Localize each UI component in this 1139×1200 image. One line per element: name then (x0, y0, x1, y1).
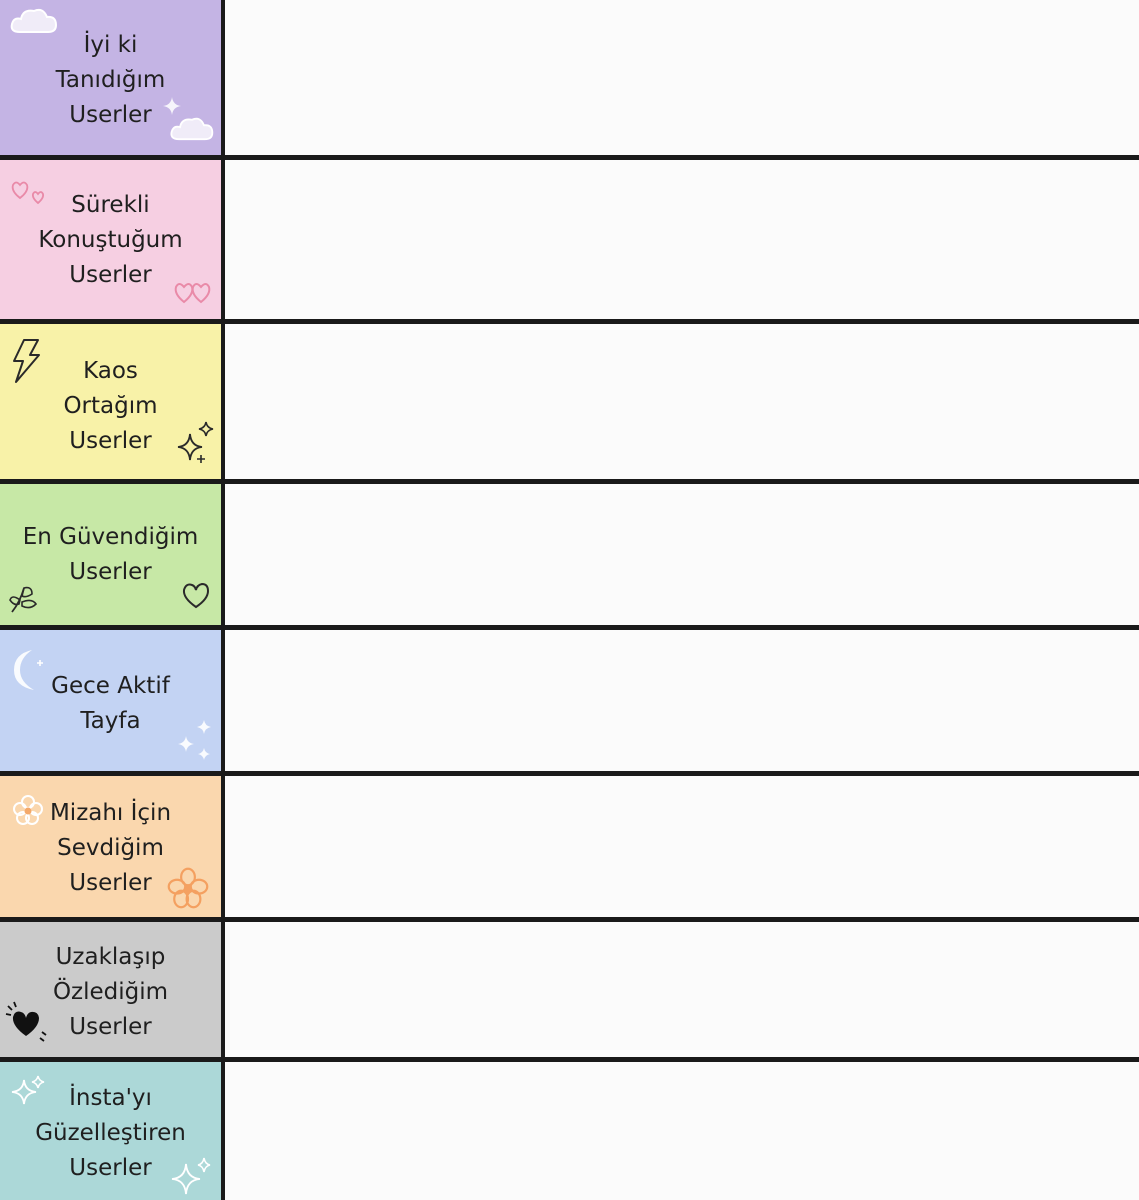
tier-label-text: Kaos Ortağım Userler (63, 358, 158, 454)
tier-label-text: En Güvendiğim Userler (22, 523, 199, 585)
tier-drop-zone[interactable] (225, 484, 1139, 625)
tier-row-en-guvendigim (0, 484, 1139, 625)
moon-icon (8, 646, 48, 694)
tier-label-cell (0, 922, 221, 1057)
flower-icon (166, 866, 210, 910)
tier-row-iyi-ki-tanidigim (0, 0, 1139, 155)
lightning-icon (10, 338, 42, 384)
tier-label-text: Mizahı İçin Sevdiğim Userler (49, 800, 172, 896)
tier-drop-zone[interactable] (225, 324, 1139, 479)
tier-drop-zone[interactable] (225, 922, 1139, 1057)
tier-row-uzaklasip-ozledigim (0, 922, 1139, 1057)
tier-label-text: İyi ki Tanıdığım Userler (55, 32, 166, 128)
tier-row-kaos-ortagim (0, 324, 1139, 479)
tier-drop-zone[interactable] (225, 776, 1139, 917)
tier-label-cell (0, 160, 221, 319)
sparkle-icon (176, 420, 216, 466)
tier-label-cell (0, 0, 221, 155)
tier-drop-zone[interactable] (225, 1062, 1139, 1200)
tier-label-cell (0, 484, 221, 625)
tier-label-text: Uzaklaşıp Özlediğim Userler (52, 944, 169, 1040)
tier-drop-zone[interactable] (225, 160, 1139, 319)
sparkle-icon (176, 718, 216, 764)
tier-row-gece-aktif-tayfa (0, 630, 1139, 771)
cloud-icon (8, 4, 60, 38)
tier-label-text: Gece Aktif Tayfa (51, 672, 170, 734)
tier-drop-zone[interactable] (225, 0, 1139, 155)
tier-row-instayi-guzellestiren (0, 1062, 1139, 1200)
cloud-icon (168, 112, 216, 146)
tier-drop-zone[interactable] (225, 630, 1139, 771)
black-heart-icon (4, 998, 50, 1044)
tier-label-text: Sürekli Konuştuğum Userler (38, 192, 183, 288)
tier-label-text: İnsta'yı Güzelleştiren Userler (35, 1084, 186, 1181)
flower-icon (12, 794, 44, 826)
tier-label-cell (0, 630, 221, 771)
tier-label-cell (0, 1062, 221, 1200)
tier-label-cell (0, 324, 221, 479)
tier-label-cell (0, 776, 221, 917)
tier-row-mizahi-icin (0, 776, 1139, 917)
tier-row-surekli-konustugum (0, 160, 1139, 319)
